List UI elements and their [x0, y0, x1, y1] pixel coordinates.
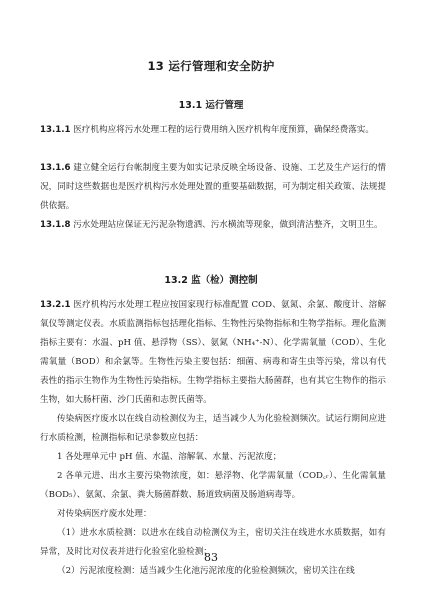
clause-text: 医疗机构污水处理工程应按国家现行标准配置 COD、氨氮、余氯、酸度计、溶解氧仪等测定仪表。水质监测指标包括理化指标、生物性污染物指标和生物学指标。理化监测指标主要有：水温、pH 值、悬浮物（SS）、氨氮（NH₄⁺-N）、化学需氧量（COD）、生化需氧量（BOD）和余氯等。生物性污染主要包括：细菌、病毒和寄生虫等污染，常以有代表性的指示生物作为生物性污染指标。生物学指标主要指大肠菌群，也有其它生物作的指示生物，如大肠杆菌、沙门氏菌和志贺氏菌等。 — [40, 300, 386, 405]
clause-13-1-6 — [40, 159, 386, 216]
clause-number: 13.2.1 — [40, 300, 71, 310]
paragraph-infectious-treatment: 对传染病医疗废水处理： — [57, 509, 152, 519]
clause-text: 建立健全运行台帐制度主要为如实记录反映全场设备、设施、工艺及生产运行的情况，同时这些数据也是医疗机构污水处理处置的重要基础数据，可为制定相关政策、法规提供依据。 — [40, 163, 386, 211]
list-item-influent-testing: （1）进水水质检测：以进水在线自动检测仪为主，密切关注在线进水水质数据，如有异常，及时比对仪表并进行化验室化验检测； — [40, 528, 386, 557]
list-item-1: 1 各处理单元中 pH 值、水温、溶解氧、水量、污泥浓度； — [57, 452, 282, 462]
clause-text: 污水处理站应保证无污泥杂物遗洒、污水横流等现象，做到清洁整齐，文明卫生。 — [73, 220, 383, 230]
clause-number: 13.1.6 — [40, 163, 71, 173]
list-item-sludge-testing: （2）污泥浓度检测：适当减少生化池污泥浓度的化验检测频次，密切关注在线 — [57, 566, 355, 576]
clause-text: 医疗机构应将污水处理工程的运行费用纳入医疗机构年度预算，确保经费落实。 — [73, 125, 374, 135]
list-item-2: 2 各单元进、出水主要污染物浓度，如：悬浮物、化学需氧量（COD꜀ᵣ）、生化需氧量（BOD₅）、氨氮、余氯、粪大肠菌群数、肠道致病菌及肠道病毒等。 — [40, 471, 386, 500]
clause-number: 13.1.1 — [40, 125, 71, 135]
clause-number: 13.1.8 — [40, 220, 71, 230]
chapter-title: 13 运行管理和安全防护 — [147, 59, 275, 73]
section-title-13-2: 13.2 监（检）测控制 — [164, 275, 258, 286]
clause-13-1-8 — [40, 216, 386, 235]
page-number: 83 — [204, 551, 218, 564]
section-title-13-1: 13.1 运行管理 — [178, 100, 244, 111]
clause-13-1-1 — [40, 121, 386, 140]
paragraph-infectious-monitoring: 传染病医疗废水以在线自动检测仪为主，适当减少人为化验检测频次。试运行期间应进行水质检测，检测指标和记录参数应包括： — [40, 414, 386, 443]
clause-13-2-1 — [40, 296, 386, 410]
